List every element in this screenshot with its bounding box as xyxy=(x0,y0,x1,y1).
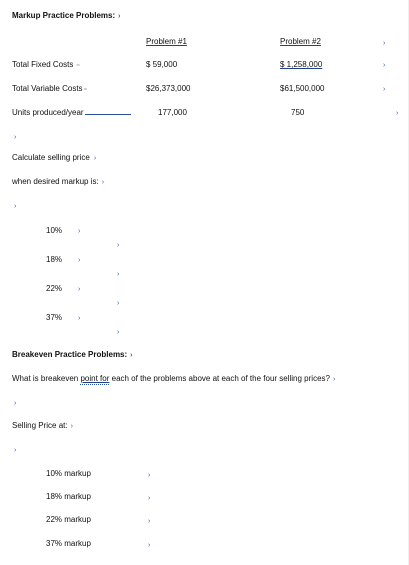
paragraph-mark-icon: › xyxy=(148,518,151,525)
col1-header-text: Problem #1 xyxy=(146,37,187,46)
calc-line-1-text: Calculate selling price xyxy=(12,153,90,162)
paragraph-mark-icon: › xyxy=(78,286,81,293)
row-fixed-costs-label xyxy=(12,60,80,71)
paragraph-mark-icon: › xyxy=(78,228,81,235)
paragraph-mark-icon: › xyxy=(117,271,120,278)
blank-line xyxy=(85,108,131,115)
equals-mark: = xyxy=(76,63,80,69)
percent-18 xyxy=(46,255,80,265)
markup-37: 37% markup xyxy=(46,539,91,548)
markup-18: 18% markup xyxy=(46,492,91,501)
col1-header xyxy=(146,37,187,47)
paragraph-mark-icon: › xyxy=(383,62,386,69)
paragraph-mark-icon: › xyxy=(117,242,120,249)
percent-text: 22% xyxy=(46,284,63,293)
paragraph-mark-icon: › xyxy=(70,423,73,430)
calc-line-2 xyxy=(12,177,104,187)
paragraph-mark-icon: › xyxy=(117,329,120,336)
paragraph-mark-icon: › xyxy=(383,40,386,47)
selling-price-label xyxy=(12,421,73,431)
equals-mark: = xyxy=(83,87,88,93)
percent-text: 10% xyxy=(46,226,63,235)
row-fixed-costs-p2-text: $ 1,258,000 xyxy=(280,60,323,69)
row-fixed-costs-p2 xyxy=(280,60,322,70)
row-units-label xyxy=(12,108,131,118)
row-units-p2: 750 xyxy=(291,108,305,117)
paragraph-mark-icon: › xyxy=(93,155,97,162)
question-link: point for xyxy=(80,374,110,383)
calc-line-1 xyxy=(12,153,96,163)
col2-header-text: Problem #2 xyxy=(280,37,321,46)
paragraph-mark-icon: › xyxy=(14,400,17,407)
paragraph-mark-icon: › xyxy=(148,542,151,549)
percent-37 xyxy=(46,313,80,323)
paragraph-mark-icon: › xyxy=(78,257,81,264)
question-pre-text: What is breakeven xyxy=(12,374,81,383)
row-label-text: Total Variable Costs xyxy=(12,84,83,93)
markup-title-text: Markup Practice Problems: xyxy=(12,11,116,20)
breakeven-title-text: Breakeven Practice Problems: xyxy=(12,350,128,359)
row-units-p1: 177,000 xyxy=(158,108,187,117)
percent-10 xyxy=(46,226,80,236)
col2-header xyxy=(280,37,321,47)
paragraph-mark-icon: › xyxy=(148,495,151,502)
row-fixed-costs-p1: $ 59,000 xyxy=(146,60,178,69)
selling-price-text: Selling Price at: xyxy=(12,421,68,430)
row-variable-costs-label xyxy=(12,84,87,95)
row-label-text: Total Fixed Costs xyxy=(12,60,74,69)
paragraph-mark-icon: › xyxy=(148,472,151,479)
paragraph-mark-icon: › xyxy=(14,447,17,454)
percent-text: 37% xyxy=(46,313,63,322)
paragraph-mark-icon: › xyxy=(396,110,399,117)
row-variable-costs-p1: $26,373,000 xyxy=(146,84,191,93)
percent-text: 18% xyxy=(46,255,63,264)
question-post-text: each of the problems above at each of the four selling prices? xyxy=(109,374,330,383)
paragraph-mark-icon: › xyxy=(14,134,17,141)
percent-22 xyxy=(46,284,80,294)
paragraph-mark-icon: › xyxy=(332,376,336,383)
breakeven-title xyxy=(12,350,133,360)
paragraph-mark-icon: › xyxy=(118,13,121,20)
paragraph-mark-icon: › xyxy=(78,315,81,322)
paragraph-mark-icon: › xyxy=(101,179,105,186)
calc-line-2-text: when desired markup is: xyxy=(12,177,99,186)
paragraph-mark-icon: › xyxy=(383,86,386,93)
markup-10: 10% markup xyxy=(46,469,91,478)
breakeven-question xyxy=(12,374,335,384)
markup-title xyxy=(12,11,121,21)
paragraph-mark-icon: › xyxy=(14,203,17,210)
paragraph-mark-icon: › xyxy=(130,352,133,359)
markup-22: 22% markup xyxy=(46,515,91,524)
paragraph-mark-icon: › xyxy=(117,300,120,307)
row-label-text: Units produced/year xyxy=(12,108,84,117)
row-variable-costs-p2: $61,500,000 xyxy=(280,84,325,93)
